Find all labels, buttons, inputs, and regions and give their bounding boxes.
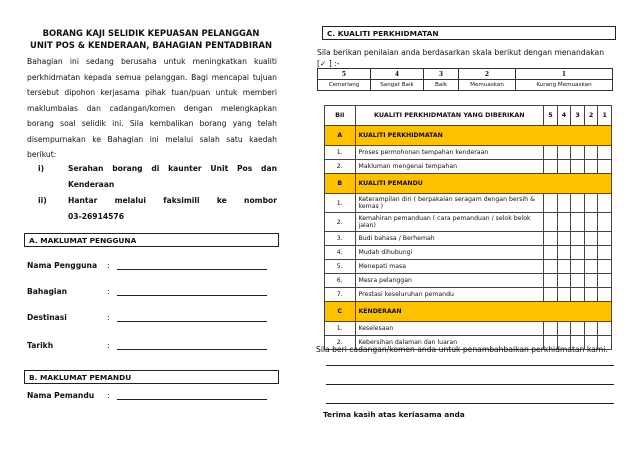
bahagian-label: Bahagian [27,287,68,296]
method-1-number: i) [38,164,45,173]
table-row [325,288,612,302]
tarikh-field[interactable] [117,349,267,350]
rating-cell-2[interactable] [584,146,598,160]
rating-cell-5[interactable] [544,194,558,213]
table-row [325,322,612,336]
row-number: 4. [325,246,356,260]
rating-cell-3[interactable] [571,213,585,232]
row-criterion: Menepati masa [355,260,544,274]
bahagian-field[interactable] [117,295,267,296]
rating-cell-5[interactable] [544,213,558,232]
nama-pemandu-field[interactable] [117,399,267,400]
form-title-line-2: UNIT POS & KENDERAAN, BAHAGIAN PENTADBIRAN [30,40,272,50]
comment-line-1[interactable] [326,365,614,366]
nama-pemandu-colon: : [107,391,110,400]
scale-label-5: Cemerlang [318,80,371,91]
thanks-text: Terima kasih atas kerjasama anda [323,410,465,417]
rating-cell-1[interactable] [598,146,612,160]
table-row [325,246,612,260]
rating-cell-1[interactable] [598,213,612,232]
row-criterion: Mesra pelanggan [355,274,544,288]
nama-pemandu-label: Nama Pemandu [27,391,95,400]
row-criterion: Proses permohonan tempahan kenderaan [355,146,544,160]
rating-cell-4[interactable] [557,160,571,174]
scale-number-4: 4 [371,69,424,80]
row-criterion: Makluman mengenai tempahan [355,160,544,174]
rating-cell-4[interactable] [557,194,571,213]
rating-cell-4[interactable] [557,260,571,274]
header-score-3: 3 [571,106,585,126]
row-number: 2. [325,213,356,232]
rating-cell-2[interactable] [584,288,598,302]
row-number: 2. [325,336,356,350]
comment-line-2[interactable] [326,384,614,385]
rating-cell-4[interactable] [557,213,571,232]
section-row-b [325,174,612,194]
rating-cell-3[interactable] [571,160,585,174]
nama-pengguna-label: Nama Pengguna [27,261,98,270]
rating-instruction: Sila berikan penilaian anda berdasarkan skala berikut dengan menandakan [✓ ] :- [317,48,605,68]
rating-cell-5[interactable] [544,274,558,288]
rating-cell-3[interactable] [571,260,585,274]
row-criterion: Mudah dihubungi [355,246,544,260]
rating-cell-1[interactable] [598,260,612,274]
destinasi-field[interactable] [117,321,267,322]
rating-cell-4[interactable] [557,322,571,336]
row-criterion: Budi bahasa / Berhemah [355,232,544,246]
table-row [325,232,612,246]
scale-label-4: Sangat Baik [371,80,424,91]
header-bil: Bil [325,106,356,126]
section-row-a [325,126,612,146]
row-criterion: Prestasi keseluruhan pemandu [355,288,544,302]
nama-pengguna-colon: : [107,261,110,270]
row-number: 6. [325,274,356,288]
rating-cell-5[interactable] [544,160,558,174]
row-criterion: Kemahiran pemanduan ( cara pemanduan / selok belok jalan) [355,213,544,232]
row-number: 7. [325,288,356,302]
section-c-header: C. KUALITI PERKHIDMATAN [322,26,616,40]
rating-scale-table [317,68,613,91]
rating-cell-2[interactable] [584,322,598,336]
section-title: KUALITI PERKHIDMATAN [355,126,612,146]
row-criterion: Keterampilan diri ( berpakaian seragam dengan bersih & kemas ) [355,194,544,213]
rating-cell-1[interactable] [598,322,612,336]
table-row [325,260,612,274]
row-number: 2. [325,160,356,174]
row-criterion: Keselesaan [355,322,544,336]
rating-cell-5[interactable] [544,288,558,302]
destinasi-colon: : [107,313,110,322]
section-a-header: A. MAKLUMAT PENGGUNA [24,233,279,247]
intro-paragraph: Bahagian ini sedang berusaha untuk meningkatkan kualiti perkhidmatan kepada semua pelanggan. Bagi mencapai tujuan tersebut dipohon kerjasama pihak tuan/puan untuk memberi maklumbalas dan cadangan/komen dengan melengkapkan borang soal selidik ini. Sila kembalikan borang yang telah disempurnakan ke Bahagian ini melalui salah satu kaedah berikut: [27,57,277,159]
tarikh-colon: : [107,341,110,350]
criteria-header-row [325,106,612,126]
tarikh-label: Tarikh [27,341,54,350]
scale-number-2: 2 [459,69,516,80]
section-row-c [325,302,612,322]
comment-line-3[interactable] [326,403,614,404]
rating-cell-2[interactable] [584,246,598,260]
rating-cell-3[interactable] [571,194,585,213]
rating-cell-3[interactable] [571,246,585,260]
thanks-clip [323,409,543,417]
section-title: KUALITI PEMANDU [355,174,612,194]
rating-cell-4[interactable] [557,146,571,160]
rating-cell-5[interactable] [544,232,558,246]
scale-number-5: 5 [318,69,371,80]
section-b-header: B. MAKLUMAT PEMANDU [24,370,279,384]
comment-prompt: Sila beri cadangan/komen anda untuk penambahbaikan perkhidmatan kami. [316,345,608,354]
rating-cell-3[interactable] [571,274,585,288]
scale-label-2: Memuaskan [459,80,516,91]
section-letter: B [325,174,356,194]
scale-label-3: Baik [424,80,459,91]
table-row [325,160,612,174]
method-1-line-2: Kenderaan [68,180,115,189]
rating-cell-4[interactable] [557,232,571,246]
method-2-line-1: Hantar melalui faksimili ke nombor [68,196,277,205]
rating-cell-3[interactable] [571,146,585,160]
method-2-line-2: 03-26914576 [68,212,124,221]
rating-cell-4[interactable] [557,274,571,288]
table-row [325,274,612,288]
header-score-4: 4 [557,106,571,126]
destinasi-label: Destinasi [27,313,67,322]
rating-cell-2[interactable] [584,213,598,232]
rating-cell-2[interactable] [584,274,598,288]
header-title: KUALITI PERKHIDMATAN YANG DIBERIKAN [355,106,544,126]
rating-cell-3[interactable] [571,288,585,302]
section-title: KENDERAAN [355,302,612,322]
table-row [325,146,612,160]
rating-cell-2[interactable] [584,160,598,174]
row-criterion: Kebersihan dalaman dan luaran [355,336,544,350]
header-score-5: 5 [544,106,558,126]
rating-cell-4[interactable] [557,288,571,302]
scale-number-1: 1 [516,69,613,80]
bahagian-colon: : [107,287,110,296]
rating-cell-1[interactable] [598,194,612,213]
rating-cell-1[interactable] [598,288,612,302]
row-number: 5. [325,260,356,274]
rating-cell-5[interactable] [544,322,558,336]
rating-cell-1[interactable] [598,274,612,288]
rating-cell-5[interactable] [544,246,558,260]
header-score-1: 1 [598,106,612,126]
table-row [325,194,612,213]
nama-pengguna-field[interactable] [117,269,267,270]
criteria-table [324,105,612,350]
rating-cell-1[interactable] [598,232,612,246]
form-title-line-1: BORANG KAJI SELIDIK KEPUASAN PELANGGAN [42,28,260,38]
method-2-number: ii) [38,196,47,205]
rating-cell-3[interactable] [571,232,585,246]
rating-cell-5[interactable] [544,146,558,160]
method-1-line-1: Serahan borang di kaunter Unit Pos dan [68,164,277,173]
row-number: 1. [325,194,356,213]
section-letter: A [325,126,356,146]
section-letter: C [325,302,356,322]
rating-cell-1[interactable] [598,246,612,260]
row-number: 1. [325,146,356,160]
rating-cell-2[interactable] [584,232,598,246]
rating-cell-1[interactable] [598,160,612,174]
rating-cell-5[interactable] [544,260,558,274]
rating-cell-4[interactable] [557,246,571,260]
row-number: 1. [325,322,356,336]
row-number: 3. [325,232,356,246]
rating-cell-2[interactable] [584,194,598,213]
rating-cell-3[interactable] [571,322,585,336]
scale-number-3: 3 [424,69,459,80]
rating-cell-2[interactable] [584,260,598,274]
table-row [325,213,612,232]
header-score-2: 2 [584,106,598,126]
scale-label-1: Kurang Memuaskan [516,80,613,91]
form-title [20,27,282,51]
